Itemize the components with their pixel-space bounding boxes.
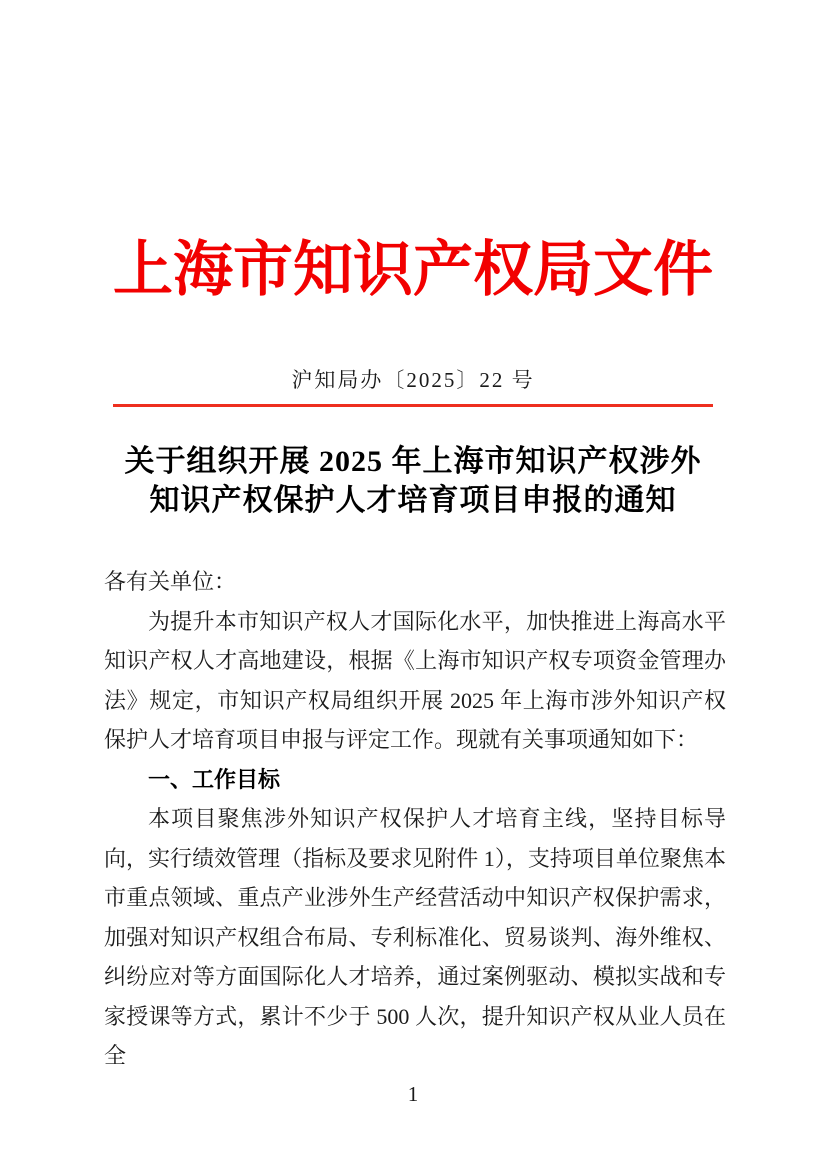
page-number: 1	[407, 1082, 419, 1106]
notice-title-line-2: 知识产权保护人才培育项目申报的通知	[149, 484, 677, 517]
document-number: 沪知局办〔2025〕22 号	[291, 368, 535, 392]
notice-title	[0, 442, 826, 520]
notice-title-line-1: 关于组织开展 2025 年上海市知识产权涉外	[124, 445, 702, 478]
red-separator-line	[113, 404, 713, 407]
letterhead-agency-title: 上海市知识产权局文件	[113, 237, 713, 303]
salutation: 各有关单位：	[104, 569, 237, 594]
notice-body	[104, 562, 726, 1076]
section-heading-work-goals: 一、工作目标	[148, 766, 281, 792]
paragraph-opening: 为提升本市知识产权人才国际化水平，加快推进上海高水平知识产权人才高地建设，根据《上海市知识产权专项资金管理办法》规定，市知识产权局组织开展 2025 年上海市涉外知识产权保护人才培育项目申报与评定工作。现就有关事项通知如下：	[104, 608, 726, 752]
paragraph-work-goals: 本项目聚焦涉外知识产权保护人才培育主线，坚持目标导向，实行绩效管理（指标及要求见附件 1），支持项目单位聚焦本市重点领域、重点产业涉外生产经营活动中知识产权保护需求，加强对知识产权组合布局、专利标准化、贸易谈判、海外维权、纠纷应对等方面国际化人才培养，通过案例驱动、模拟实战和专家授课等方式，累计不少于 500 人次，提升知识产权从业人员在全	[104, 806, 726, 1068]
